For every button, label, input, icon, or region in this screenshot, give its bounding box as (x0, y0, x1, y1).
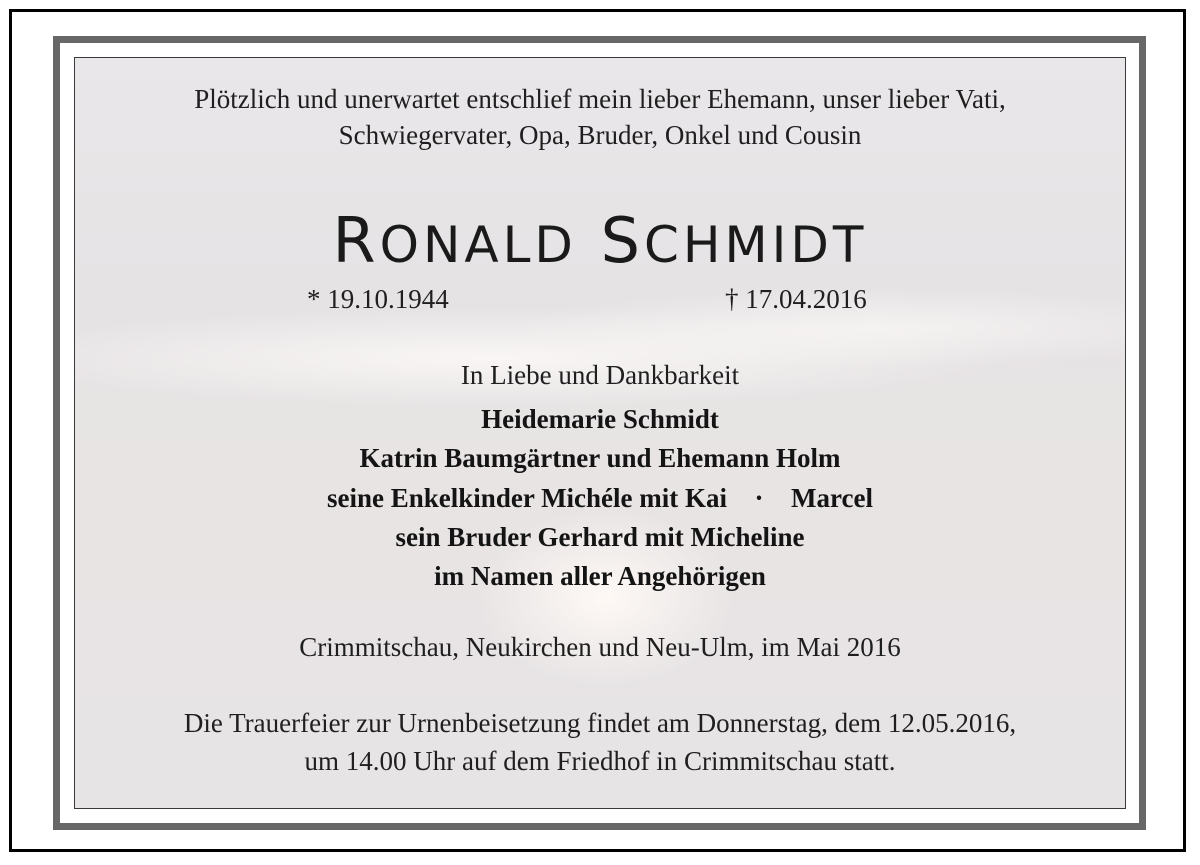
obituary-panel (74, 57, 1126, 809)
intro-line-2: Schwiegervater, Opa, Bruder, Onkel und Cousin (338, 120, 862, 150)
place-date: Crimmitschau, Neukirchen und Neu-Ulm, im Mai 2016 (299, 632, 901, 662)
mourner-line: sein Bruder Gerhard mit Micheline (395, 522, 805, 552)
grandchild-separator: · (754, 483, 764, 513)
mourner-line: Heidemarie Schmidt (481, 404, 719, 434)
mourner-line: Katrin Baumgärtner und Ehemann Holm (359, 443, 841, 473)
funeral-line-1: Die Trauerfeier zur Urnenbeisetzung findet am Donnerstag, dem 12.05.2016, (183, 708, 1017, 738)
mourner-line-grandchildren (75, 483, 1125, 514)
death-date: † 17.04.2016 (725, 284, 867, 314)
funeral-line-2: um 14.00 Uhr auf dem Friedhof in Crimmitschau statt. (304, 746, 896, 776)
name-last-initial: S (600, 204, 645, 277)
birth-date: * 19.10.1944 (307, 284, 449, 314)
deceased-name (75, 204, 1125, 277)
intro-line-1: Plötzlich und unerwartet entschlief mein lieber Ehemann, unser lieber Vati, (194, 84, 1006, 114)
dedication: In Liebe und Dankbarkeit (460, 360, 740, 390)
grandchild-second: Marcel (791, 483, 873, 513)
name-last-rest: CHMIDT (644, 216, 868, 274)
name-first-initial: R (332, 204, 380, 277)
name-first-rest: ONALD (379, 216, 577, 274)
grandchild-first: seine Enkelkinder Michéle mit Kai (327, 483, 728, 513)
mourner-line: im Namen aller Angehörigen (434, 561, 766, 591)
